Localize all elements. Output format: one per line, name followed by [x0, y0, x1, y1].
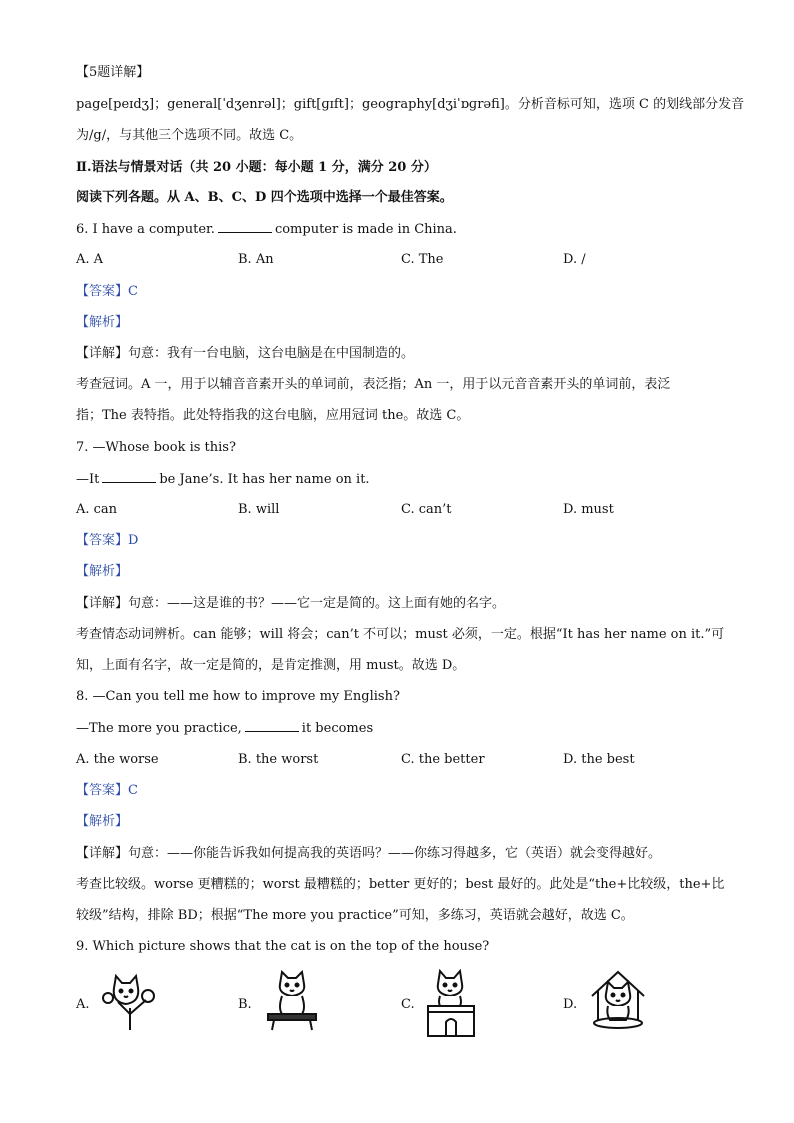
q6-stem-start: 6. I have a computer.	[76, 222, 215, 237]
q7-answer: 【答案】D	[76, 533, 139, 548]
q7-blank	[102, 470, 156, 483]
q5-heading: 【5题详解】	[76, 65, 150, 80]
q8-stem-2	[76, 719, 373, 738]
q6-option-b: B. An	[238, 252, 274, 267]
cat-on-bench-image	[260, 968, 324, 1032]
q6-analysis-label: 【解析】	[76, 315, 129, 330]
q7-stem-2-start: —It	[76, 472, 100, 487]
q9-option-a-label: A.	[76, 997, 90, 1012]
cat-on-tree-image	[92, 968, 162, 1032]
q6-option-d: D. /	[563, 252, 586, 267]
q6-detail-3: 指；The 表特指。此处特指我的这台电脑，应用冠词 the。故选 C。	[76, 408, 470, 423]
q6-option-c: C. The	[401, 252, 444, 267]
q8-analysis-label: 【解析】	[76, 814, 129, 829]
cat-on-house-image	[422, 968, 482, 1038]
section-title: Ⅱ.语法与情景对话（共 20 小题：每小题 1 分，满分 20 分）	[76, 160, 437, 175]
q7-stem-1: 7. —Whose book is this?	[76, 440, 236, 455]
q7-detail-3: 知，上面有名字，故一定是简的，是肯定推测，用 must。故选 D。	[76, 658, 466, 673]
q7-stem-2-end: be Jane’s. It has her name on it.	[159, 472, 370, 487]
q8-option-b: B. the worst	[238, 752, 319, 767]
q6-detail-2: 考查冠词。A 一，用于以辅音音素开头的单词前，表泛指；An 一，用于以元音音素开头的单词前，表泛	[76, 377, 671, 392]
q8-option-a: A. the worse	[76, 752, 159, 767]
q7-stem-2	[76, 470, 370, 489]
q7-detail-1: 【详解】句意：——这是谁的书？——它一定是简的。这上面有她的名字。	[76, 596, 506, 611]
cat-in-house-image	[586, 968, 650, 1032]
q9-option-b-label: B.	[238, 997, 252, 1012]
q8-stem-2-start: —The more you practice,	[76, 721, 242, 736]
q7-option-a: A. can	[76, 502, 118, 517]
q7-analysis-label: 【解析】	[76, 564, 129, 579]
q8-option-c: C. the better	[401, 752, 485, 767]
q9-option-d-label: D.	[563, 997, 578, 1012]
q9-option-c-label: C.	[401, 997, 415, 1012]
q6-blank	[218, 220, 272, 233]
q8-detail-3: 较级”结构，排除 BD；根据“The more you practice”可知，多练习，英语就会越好，故选 C。	[76, 908, 634, 923]
q6-stem	[76, 220, 457, 239]
q6-detail-1: 【详解】句意：我有一台电脑，这台电脑是在中国制造的。	[76, 346, 415, 361]
q5-detail-line1: page[peɪdʒ]；general[ˈdʒenrəl]；gift[ɡɪft]；geography[dʒiˈɒɡrəfi]。分析音标可知，选项 C 的划线部分发音	[76, 97, 745, 112]
q6-option-a: A. A	[76, 252, 104, 267]
q7-option-b: B. will	[238, 502, 280, 517]
q5-detail-line2: 为/g/，与其他三个选项不同。故选 C。	[76, 128, 303, 143]
q8-stem-2-end: it becomes	[301, 721, 374, 736]
q8-detail-2: 考查比较级。worse 更糟糕的；worst 最糟糕的；better 更好的；best 最好的。此处是“the+比较级，the+比	[76, 877, 725, 892]
q6-answer: 【答案】C	[76, 284, 138, 299]
q6-stem-end: computer is made in China.	[274, 222, 457, 237]
section-instruction: 阅读下列各题。从 A、B、C、D 四个选项中选择一个最佳答案。	[76, 190, 453, 205]
q8-stem-1: 8. —Can you tell me how to improve my English?	[76, 689, 400, 704]
q8-option-d: D. the best	[563, 752, 635, 767]
q8-blank	[245, 719, 299, 732]
q7-option-c: C. can’t	[401, 502, 452, 517]
q7-option-d: D. must	[563, 502, 614, 517]
q8-answer: 【答案】C	[76, 783, 138, 798]
q9-stem: 9. Which picture shows that the cat is on the top of the house?	[76, 939, 490, 954]
q8-detail-1: 【详解】句意：——你能告诉我如何提高我的英语吗？——你练习得越多，它（英语）就会变得越好。	[76, 846, 662, 861]
q7-detail-2: 考查情态动词辨析。can 能够；will 将会；can’t 不可以；must 必须，一定。根据“It has her name on it.”可	[76, 627, 725, 642]
